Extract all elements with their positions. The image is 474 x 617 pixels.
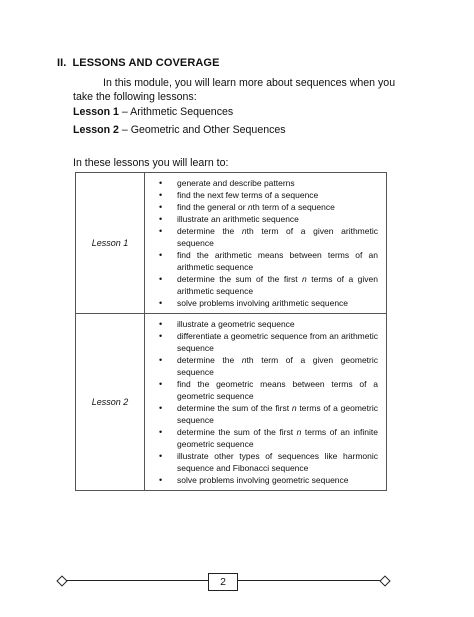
objectives-cell <box>145 173 387 314</box>
lesson-1-label: Lesson 1 <box>73 106 119 118</box>
section-number: II. <box>57 57 67 69</box>
page-number: 2 <box>208 573 238 591</box>
footer-rule-right <box>238 580 380 581</box>
list-item: • find the geometric means between terms of a geometric sequence <box>151 378 378 402</box>
math-n: n <box>291 403 297 413</box>
section-heading <box>57 57 220 69</box>
intro-paragraph: In this module, you will learn more about sequences when you take the following lessons: <box>73 77 396 103</box>
table-row <box>76 314 387 491</box>
list-item: • determine the nth term of a given arithmetic sequence <box>151 225 378 249</box>
objectives-list <box>151 318 378 486</box>
list-item: • determine the nth term of a given geometric sequence <box>151 354 378 378</box>
lesson-2-line <box>73 124 286 136</box>
list-item: • solve problems involving arithmetic sequence <box>151 297 378 309</box>
list-item: • determine the sum of the first n terms of an infinite geometric sequence <box>151 426 378 450</box>
math-n: n <box>302 274 307 284</box>
objectives-cell <box>145 314 387 491</box>
list-item: • find the arithmetic means between terms of an arithmetic sequence <box>151 249 378 273</box>
math-n: n <box>241 355 247 365</box>
lesson-2-label: Lesson 2 <box>73 124 119 136</box>
list-item: • generate and describe patterns <box>151 177 378 189</box>
list-item: • determine the sum of the first n terms of a geometric sequence <box>151 402 378 426</box>
list-item: • illustrate other types of sequences like harmonic sequence and Fibonacci sequence <box>151 450 378 474</box>
left-diamond-icon <box>56 575 67 586</box>
list-item: • find the next few terms of a sequence <box>151 189 378 201</box>
learn-intro: In these lessons you will learn to: <box>73 157 229 169</box>
lesson-1-title: – Arithmetic Sequences <box>121 106 234 118</box>
list-item: • determine the sum of the first n terms of a given arithmetic sequence <box>151 273 378 297</box>
objectives-list <box>151 177 378 309</box>
right-diamond-icon <box>379 575 390 586</box>
lesson-2-title: – Geometric and Other Sequences <box>121 124 286 136</box>
table-row <box>76 173 387 314</box>
list-item: • find the general or nth term of a sequence <box>151 201 378 213</box>
lesson-name-cell: Lesson 1 <box>76 173 145 314</box>
list-item: • illustrate an arithmetic sequence <box>151 213 378 225</box>
coverage-table <box>75 172 387 491</box>
list-item: • illustrate a geometric sequence <box>151 318 378 330</box>
section-title: LESSONS AND COVERAGE <box>72 57 220 69</box>
lesson-1-line <box>73 106 233 118</box>
footer-rule-left <box>66 580 208 581</box>
math-n: n <box>296 427 302 437</box>
list-item: • solve problems involving geometric sequence <box>151 474 378 486</box>
math-n: n <box>247 202 253 212</box>
list-item: • differentiate a geometric sequence from an arithmetic sequence <box>151 330 378 354</box>
math-n: n <box>241 226 247 236</box>
lesson-name-cell: Lesson 2 <box>76 314 145 491</box>
